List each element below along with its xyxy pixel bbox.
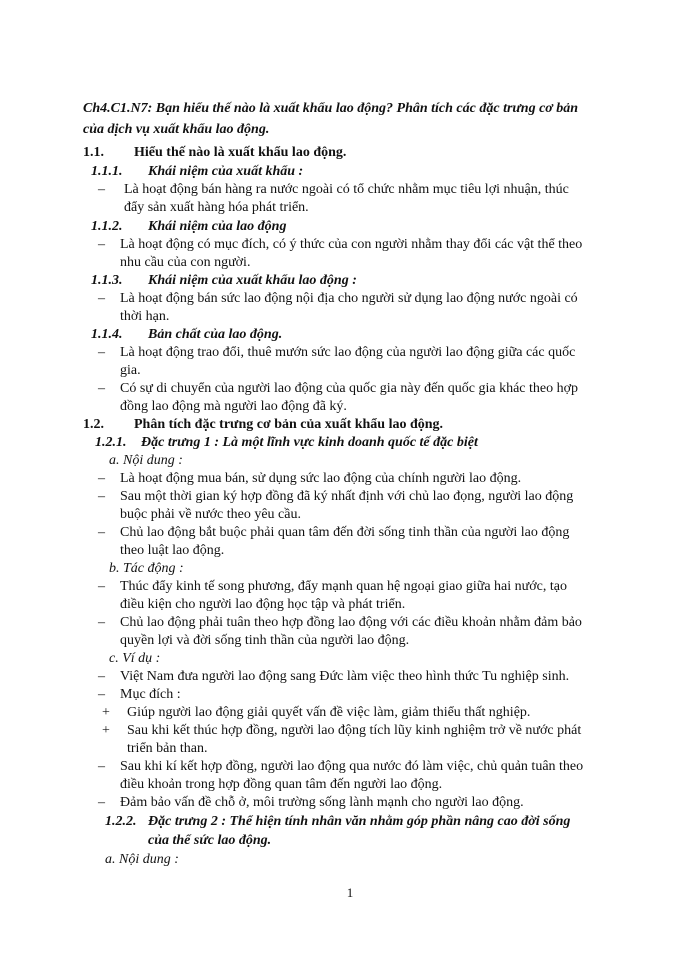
bullet-dash: – [98,381,105,396]
paragraph-line: triển bản than. [127,741,208,756]
section-1-1-title: Hiểu thế nào là xuất khẩu lao động. [134,145,347,160]
bullet-dash: – [98,291,105,306]
section-1-1-4-title: Bản chất của lao động. [148,327,283,342]
paragraph-line: Chủ lao động phải tuân theo hợp đồng lao động với các điều khoản nhằm đảm bảo [120,615,582,630]
subheading-b: b. Tác động : [109,561,184,576]
section-1-2-title: Phân tích đặc trưng cơ bản của xuất khẩu lao động. [134,417,444,432]
bullet-dash: – [98,615,105,630]
doc-title-line-1: Ch4.C1.N7: Bạn hiểu thế nào là xuất khẩu lao động? Phân tích các đặc trưng cơ bản [83,101,579,116]
paragraph-line: Sau khi kí kết hợp đồng, người lao động qua nước đó làm việc, chủ quản tuân theo [120,759,584,774]
bullet-dash: – [98,687,105,702]
section-1-1-3-title: Khái niệm của xuất khẩu lao động : [148,273,357,288]
section-1-1-4-number: 1.1.4. [91,327,123,342]
doc-title-line-2: của dịch vụ xuất khẩu lao động. [83,122,270,137]
subheading-a: a. Nội dung : [105,852,179,867]
paragraph-line: Giúp người lao động giải quyết vấn đề việc làm, giảm thiểu thất nghiệp. [127,705,531,720]
paragraph-line: nhu cầu của con người. [120,255,251,270]
paragraph-line: quyền lợi và đời sống tinh thần của người lao động. [120,633,410,648]
paragraph-line: gia. [120,363,141,378]
paragraph-line: thời hạn. [120,309,170,324]
section-1-2-1-number: 1.2.1. [95,435,127,450]
paragraph-line: Đảm bảo vấn đề chỗ ở, môi trường sống lành mạnh cho người lao động. [120,795,524,810]
section-1-2-number: 1.2. [83,417,104,432]
bullet-dash: – [98,579,105,594]
paragraph-line: Thúc đẩy kinh tế song phương, đẩy mạnh quan hệ ngoại giao giữa hai nước, tạo [120,579,567,594]
bullet-dash: – [98,345,105,360]
bullet-dash: – [98,669,105,684]
paragraph-line: Là hoạt động bán sức lao động nội địa cho người sử dụng lao động nước ngoài có [120,291,578,306]
paragraph-line: đẩy sản xuất hàng hóa phát triển. [124,200,309,215]
paragraph-line: Chủ lao động bắt buộc phải quan tâm đến đời sống tinh thần của người lao động [120,525,570,540]
bullet-dash: – [98,471,105,486]
section-1-2-2-title-line-2: của thể sức lao động. [148,833,272,848]
paragraph-line: Có sự di chuyển của người lao động của quốc gia này đến quốc gia khác theo hợp [120,381,579,396]
bullet-dash: – [98,237,105,252]
section-1-2-1-title: Đặc trưng 1 : Là một lĩnh vực kinh doanh quốc tế đặc biệt [141,435,478,450]
bullet-dash: – [98,489,105,504]
section-1-1-2-number: 1.1.2. [91,219,123,234]
section-1-2-2-title-line-1: Đặc trưng 2 : Thể hiện tính nhân văn nhằm góp phần nâng cao đời sống [148,814,571,829]
paragraph-line: Sau một thời gian ký hợp đồng đã ký nhất định với chủ lao đọng, người lao động [120,489,574,504]
paragraph-line: Là hoạt động bán hàng ra nước ngoài có tổ chức nhằm mục tiêu lợi nhuận, thúc [124,182,569,197]
bullet-dash: – [98,182,105,197]
subheading-c: c. Ví dụ : [109,651,161,666]
paragraph-line: Là hoạt động có mục đích, có ý thức của con người nhằm thay đổi các vật thể theo [120,237,583,252]
section-1-1-1-number: 1.1.1. [91,164,123,179]
bullet-dash: – [98,759,105,774]
paragraph-line: điều kiện cho người lao động học tập và phát triển. [120,597,406,612]
paragraph-line: Sau khi kết thúc hợp đồng, người lao động tích lũy kinh nghiệm trở về nước phát [127,723,582,738]
paragraph-line: điều khoản trong hợp đồng quan tâm đến người lao động. [120,777,443,792]
section-1-1-2-title: Khái niệm của lao động [148,219,287,234]
bullet-plus: + [102,705,110,720]
paragraph-line: Là hoạt động trao đổi, thuê mướn sức lao động của người lao động giữa các quốc [120,345,576,360]
paragraph-line: Việt Nam đưa người lao động sang Đức làm việc theo hình thức Tu nghiệp sinh. [120,669,570,684]
paragraph-line: theo luật lao động. [120,543,225,558]
paragraph-line: đồng lao động mà người lao động đã ký. [120,399,347,414]
section-1-1-1-title: Khái niệm của xuất khẩu : [148,164,304,179]
bullet-dash: – [98,795,105,810]
section-1-2-2-number: 1.2.2. [105,814,137,829]
bullet-dash: – [98,525,105,540]
bullet-plus: + [102,723,110,738]
paragraph-line: Mục đích : [120,687,181,702]
section-1-1-number: 1.1. [83,145,104,160]
paragraph-line: buộc phải về nước theo yêu cầu. [120,507,301,522]
page-number: 1 [346,885,354,900]
paragraph-line: Là hoạt động mua bán, sử dụng sức lao động của chính người lao động. [120,471,522,486]
subheading-a: a. Nội dung : [109,453,183,468]
section-1-1-3-number: 1.1.3. [91,273,123,288]
